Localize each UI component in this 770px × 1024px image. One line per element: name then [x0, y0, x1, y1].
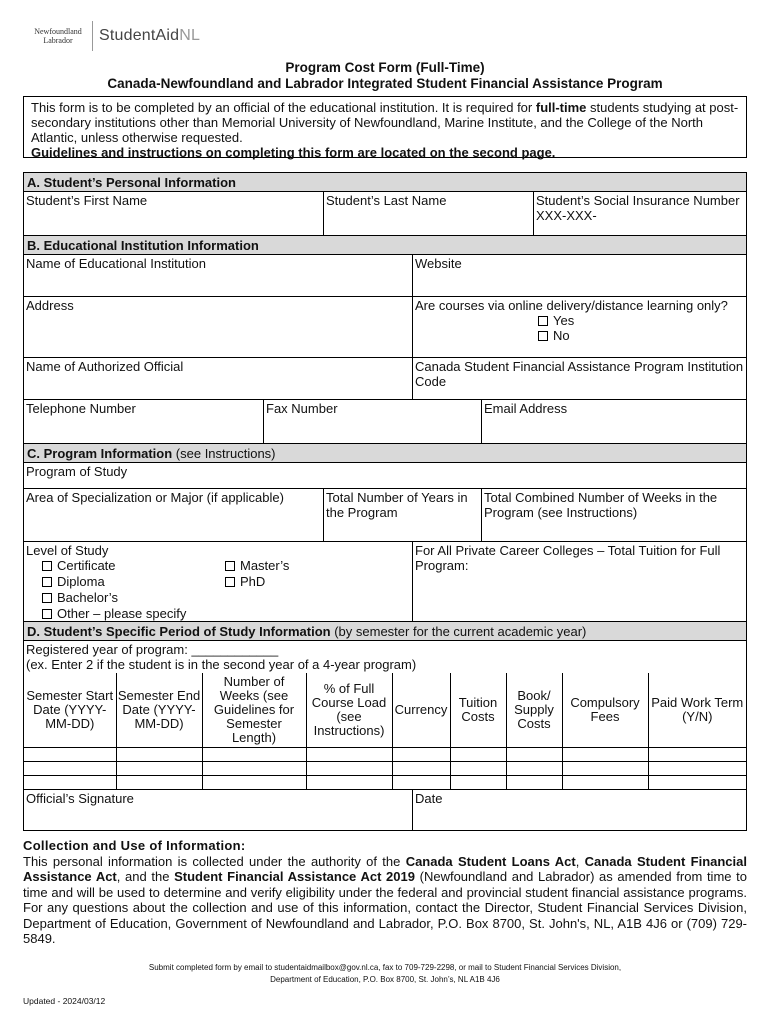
section-c-row-3 — [24, 542, 746, 622]
col-tuition: Tuition Costs — [450, 673, 506, 747]
table-cell[interactable] — [450, 747, 506, 761]
submit-instructions — [0, 962, 770, 986]
total-years-label: Total Number of Years in the Program — [326, 490, 468, 520]
table-cell[interactable] — [116, 761, 202, 775]
table-cell[interactable] — [202, 761, 306, 775]
col-currency: Currency — [392, 673, 450, 747]
registered-year-block — [24, 641, 746, 673]
total-weeks-label: Total Combined Number of Weeks in the Program (see Instructions) — [484, 490, 718, 520]
collection-text-3: , and the — [116, 869, 175, 884]
section-b-row-4 — [24, 400, 746, 444]
collection-text-4: (Newfoundland and Labrador) as amended from time to time and will be used to determine and verify eligibility under the federal and provincial student financial assistance programs. For any questions about the collection and use of this information, contact the Director, Student Financial Services Division, Department of Education, Government of Newfoundland and Labrador, P.O. Box 8700, St. John's, NL, A1B 4J6 or (709) 729-5849. — [23, 869, 747, 946]
section-d-title: D. Student’s Specific Period of Study Information — [27, 624, 331, 639]
section-d-title-note: (by semester for the current academic year) — [330, 624, 587, 639]
section-b-row-1 — [24, 255, 746, 297]
table-cell[interactable] — [202, 747, 306, 761]
collection-text-2: , — [575, 853, 585, 869]
act-1: Canada Student Loans Act — [405, 853, 576, 869]
level-option-certificate[interactable] — [42, 558, 186, 574]
certificate-label: Certificate — [57, 558, 116, 573]
table-cell[interactable] — [648, 775, 746, 789]
date-field[interactable] — [413, 790, 746, 830]
section-c-row-2 — [24, 489, 746, 542]
other-checkbox[interactable] — [42, 609, 52, 619]
table-cell[interactable] — [24, 747, 116, 761]
official-name-label: Name of Authorized Official — [26, 359, 184, 374]
brand-suffix: NL — [179, 27, 201, 44]
province-logo-line1: Newfoundland — [34, 27, 82, 36]
logo-divider — [92, 21, 93, 51]
sin-field[interactable] — [534, 192, 746, 235]
table-row — [24, 775, 746, 789]
table-cell[interactable] — [24, 775, 116, 789]
email-field[interactable] — [482, 400, 746, 443]
fax-field[interactable] — [264, 400, 482, 443]
level-option-phd[interactable] — [225, 574, 289, 590]
signature-row — [24, 790, 746, 830]
form-table — [23, 172, 747, 831]
table-cell[interactable] — [506, 775, 562, 789]
institution-code-label: Canada Student Financial Assistance Program Institution Code — [415, 359, 744, 389]
table-cell[interactable] — [392, 761, 450, 775]
phd-label: PhD — [240, 574, 266, 589]
signature-label: Official’s Signature — [26, 790, 134, 806]
bachelors-checkbox[interactable] — [42, 593, 52, 603]
table-row — [24, 761, 746, 775]
section-a-title: A. Student’s Personal Information — [27, 175, 236, 190]
institution-name-label: Name of Educational Institution — [26, 256, 206, 271]
institution-name-field[interactable] — [24, 255, 413, 296]
form-title: Program Cost Form (Full-Time) — [285, 60, 485, 75]
total-years-field[interactable] — [324, 489, 482, 541]
period-of-study-table — [24, 673, 746, 790]
table-cell[interactable] — [202, 775, 306, 789]
submit-line-2: Department of Education, P.O. Box 8700, St. John’s, NL A1B 4J6 — [270, 975, 500, 984]
masters-label: Master’s — [240, 558, 290, 573]
period-header-row — [24, 673, 746, 747]
program-of-study-label: Program of Study — [26, 464, 128, 479]
yes-option[interactable] — [415, 313, 744, 328]
section-d-header — [24, 622, 746, 641]
table-cell[interactable] — [450, 761, 506, 775]
intro-text-b: students studying at post-secondary institutions other than Memorial University of Newfoundland, Marine Institute, and the College of the North Atlantic, unless otherwise requested. — [31, 100, 739, 145]
updated-date: Updated - 2024/03/12 — [23, 996, 106, 1006]
sin-value: XXX-XXX- — [536, 208, 597, 223]
section-c-title: C. Program Information — [27, 446, 173, 461]
table-cell[interactable] — [306, 761, 392, 775]
registered-year-field[interactable]: Registered year of program: ____________ — [26, 642, 279, 657]
studentaid-logo — [99, 27, 200, 45]
private-tuition-label: For All Private Career Colleges – Total Tuition for Full Program: — [415, 543, 721, 573]
province-logo-line2: Labrador — [43, 36, 73, 45]
total-weeks-field[interactable] — [482, 489, 746, 541]
no-checkbox[interactable] — [538, 331, 548, 341]
table-cell[interactable] — [562, 747, 648, 761]
fax-label: Fax Number — [266, 401, 338, 416]
section-a-row — [24, 192, 746, 236]
no-option[interactable] — [415, 328, 744, 343]
intro-text-a: This form is to be completed by an official of the educational institution. It is required for — [31, 100, 536, 115]
address-label: Address — [26, 298, 74, 313]
diploma-label: Diploma — [57, 574, 105, 589]
other-label: Other – please specify — [57, 606, 187, 621]
act-2: Canada Student Financial Assistance Act — [23, 853, 747, 884]
collection-notice — [23, 838, 747, 947]
registered-year-example: (ex. Enter 2 if the student is in the second year of a 4-year program) — [26, 657, 417, 672]
signature-field[interactable] — [24, 790, 413, 830]
logo — [30, 18, 200, 54]
col-work-term: Paid Work Term (Y/N) — [648, 673, 746, 747]
table-cell[interactable] — [116, 747, 202, 761]
province-logo — [30, 27, 86, 45]
level-of-study-label: Level of Study — [26, 543, 109, 558]
diploma-checkbox[interactable] — [42, 577, 52, 587]
section-b-row-2 — [24, 297, 746, 358]
levels-right-list — [225, 558, 289, 590]
first-name-label: Student’s First Name — [26, 193, 148, 208]
act-3: Student Financial Assistance Act 2019 — [174, 869, 415, 884]
col-books: Book/ Supply Costs — [506, 673, 562, 747]
bachelors-label: Bachelor’s — [57, 590, 118, 605]
level-of-study-field — [24, 542, 413, 621]
table-cell[interactable] — [392, 747, 450, 761]
telephone-field[interactable] — [24, 400, 264, 443]
last-name-field[interactable] — [324, 192, 534, 235]
levels-left-list — [42, 558, 186, 622]
email-label: Email Address — [484, 401, 568, 416]
level-option-masters[interactable] — [225, 558, 289, 574]
institution-code-field[interactable] — [413, 358, 746, 399]
specialization-field[interactable] — [24, 489, 324, 541]
first-name-field[interactable] — [24, 192, 324, 235]
no-label: No — [553, 328, 570, 343]
website-field[interactable] — [413, 255, 746, 296]
intro-text-bold: full-time — [535, 100, 587, 115]
section-b-header — [24, 236, 746, 255]
specialization-label: Area of Specialization or Major (if applicable) — [26, 490, 284, 505]
official-name-field[interactable] — [24, 358, 413, 399]
website-label: Website — [415, 256, 462, 271]
sin-label: Student’s Social Insurance Number — [536, 193, 740, 208]
col-end-date: Semester End Date (YYYY-MM-DD) — [116, 673, 202, 747]
section-c-row-1 — [24, 463, 746, 489]
section-c-header — [24, 444, 746, 463]
collection-body — [23, 854, 747, 947]
phd-checkbox[interactable] — [225, 577, 235, 587]
collection-text-1: This personal information is collected under the authority of the — [23, 853, 406, 869]
program-of-study-field[interactable] — [24, 463, 746, 488]
telephone-label: Telephone Number — [26, 401, 136, 416]
table-cell[interactable] — [116, 775, 202, 789]
collection-heading: Collection and Use of Information: — [23, 838, 246, 853]
table-cell[interactable] — [306, 747, 392, 761]
intro-guidelines: Guidelines and instructions on completing this form are located on the second page. — [31, 145, 556, 160]
table-cell[interactable] — [648, 747, 746, 761]
online-delivery-field — [413, 297, 746, 357]
masters-checkbox[interactable] — [225, 561, 235, 571]
table-cell[interactable] — [648, 761, 746, 775]
online-delivery-question: Are courses via online delivery/distance learning only? — [415, 298, 728, 313]
col-start-date: Semester Start Date (YYYY-MM-DD) — [24, 673, 116, 747]
table-cell[interactable] — [450, 775, 506, 789]
table-cell[interactable] — [392, 775, 450, 789]
brand-main: StudentAid — [99, 27, 180, 44]
certificate-checkbox[interactable] — [42, 561, 52, 571]
intro-box — [23, 96, 747, 158]
table-cell[interactable] — [562, 761, 648, 775]
level-option-bachelors[interactable] — [42, 590, 186, 606]
address-field[interactable] — [24, 297, 413, 357]
form-subtitle: Canada-Newfoundland and Labrador Integrated Student Financial Assistance Program — [107, 76, 663, 91]
col-fees: Compulsory Fees — [562, 673, 648, 747]
table-cell[interactable] — [24, 761, 116, 775]
table-row — [24, 747, 746, 761]
table-cell[interactable] — [506, 761, 562, 775]
section-c-title-note: (see Instructions) — [172, 446, 276, 461]
section-a-header — [24, 173, 746, 192]
level-option-other[interactable] — [42, 606, 186, 622]
col-weeks: Number of Weeks (see Guidelines for Semester Length) — [202, 673, 306, 747]
submit-line-1: Submit completed form by email to studentaidmailbox@gov.nl.ca, fax to 709-729-2298, or mail to Student Financial Services Division, — [148, 963, 622, 972]
col-course-load: % of Full Course Load (see Instructions) — [306, 673, 392, 747]
table-cell[interactable] — [562, 775, 648, 789]
private-tuition-field[interactable] — [413, 542, 746, 621]
last-name-label: Student’s Last Name — [326, 193, 447, 208]
yes-checkbox[interactable] — [538, 316, 548, 326]
table-cell[interactable] — [306, 775, 392, 789]
section-b-row-3 — [24, 358, 746, 400]
date-label: Date — [415, 790, 443, 806]
yes-label: Yes — [553, 313, 575, 328]
table-cell[interactable] — [506, 747, 562, 761]
section-b-title: B. Educational Institution Information — [27, 238, 259, 253]
level-option-diploma[interactable] — [42, 574, 186, 590]
